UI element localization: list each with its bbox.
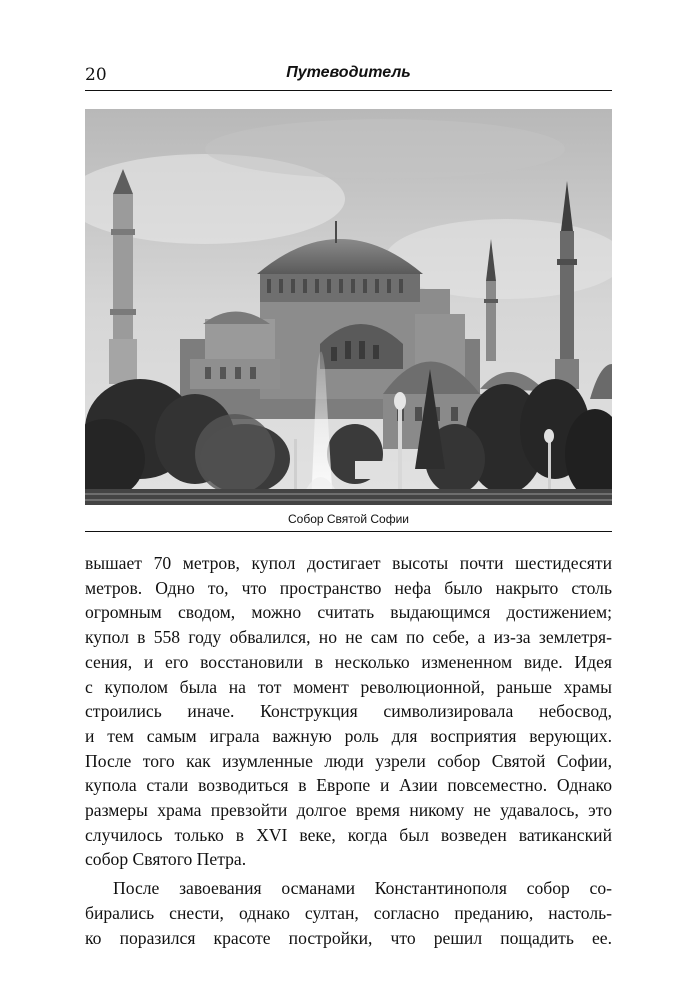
paragraph	[85, 876, 612, 950]
text-line: сения, и его восстановили в несколько измененном виде. Идея	[85, 651, 612, 672]
body-text	[85, 551, 612, 950]
text-line: вышает 70 метров, купол достигает высоты почти шестидесяти	[85, 553, 612, 573]
caption-rule	[85, 531, 612, 532]
text-line: купол в 558 году обвалился, но не сам по себе, а из-за землетря-	[85, 627, 612, 648]
text-line: строились иначе. Конструкция символизировала небосвод,	[85, 701, 612, 722]
text-line: собор Святого Петра.	[85, 849, 247, 870]
text-line: После того как изумленные люди узрели собор Святой Софии,	[85, 750, 612, 771]
text-line: случилось только в XVI веке, когда был возведен ватиканский	[85, 824, 612, 845]
figure-caption: Собор Святой Софии	[288, 512, 409, 526]
text-line: огромным сводом, можно считать выдающимся достижением;	[85, 602, 612, 623]
text-line: метров. Одно то, что пространство нефа было накрыто столь	[85, 577, 612, 598]
page-number: 20	[85, 65, 107, 85]
paragraph	[85, 551, 612, 872]
text-line: бирались снести, однако султан, согласно преданию, настоль-	[85, 902, 612, 923]
text-line: ко поразился красоте постройки, что решил пощадить ее.	[85, 927, 612, 948]
hagia-sophia-photo	[85, 109, 612, 505]
text-line: с куполом была на тот момент революционной, раньше храмы	[85, 676, 612, 697]
text-line: купола стали возводиться в Европе и Азии повсеместно. Однако	[85, 775, 612, 796]
running-title: Путеводитель	[286, 64, 411, 81]
text-line: и тем самым играла важную роль для восприятия верующих.	[85, 725, 612, 746]
page-header	[85, 60, 612, 91]
text-line: размеры храма превзойти долгое время никому не удавалось, это	[85, 800, 612, 821]
text-line: После завоевания османами Константинополя собор со-	[113, 878, 612, 899]
